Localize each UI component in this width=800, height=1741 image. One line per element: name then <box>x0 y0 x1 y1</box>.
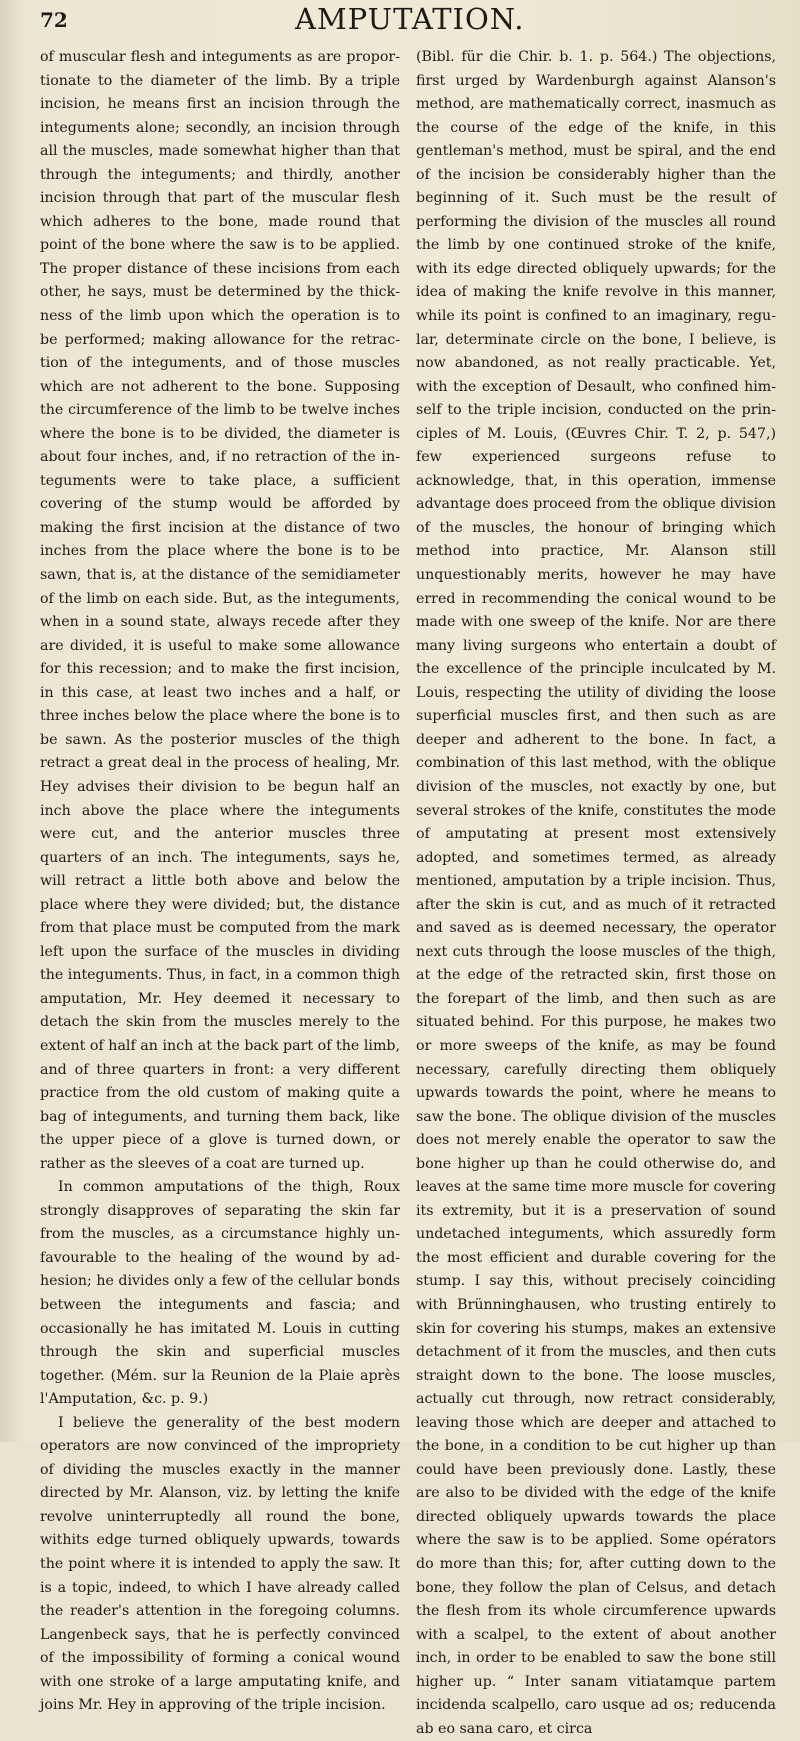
text-columns <box>40 46 800 1741</box>
page-number: 72 <box>40 8 68 32</box>
running-title: AMPUTATION. <box>295 2 525 36</box>
left-paragraph-2: In common amputations of the thigh, Roux strongly disapproves of separating the skin far from the muscles, as a circumstance highly unfavourable to the healing of the wound by adhesion; he divides only a few of the cellular bonds between the integuments and fascia; and occasionally he has imitated M. Louis in cutting through the skin and superficial muscles together. (Mém. sur la Reunion de la Plaie après l'Amputation, &c. p. 9.) <box>40 1179 400 1408</box>
left-paragraph-3: I believe the generality of the best modern operators are now convinced of the impropriety of dividing the muscles exactly in the manner directed by Mr. Alanson, viz. by letting the knife revolve uninterruptedly all round the bone, withits edge turned obliquely upwards, towards the point where it is intended to apply the saw. It is a topic, indeed, to which I have already called the reader's attention in the foregoing columns. Langenbeck says, that he is perfectly convinced of the impossibility of forming a conical wound with one stroke of a large amputating knife, and joins Mr. Hey in approving of the triple incision. <box>40 1414 400 1714</box>
left-paragraph-1: of muscular flesh and integuments as are proportionate to the diameter of the limb. By a triple incision, he means first an incision through the integuments alone; secondly, an incision through all the muscles, made somewhat higher than that through the integuments; and thirdly, another incision through that part of the muscular flesh which adheres to the bone, made round that point of the bone where the saw is to be applied. The proper distance of these incisions from each other, he says, must be determined by the thickness of the limb upon which the operation is to be performed; making allowance for the retraction of the integuments, and of those muscles which are not adherent to the bone. Supposing the circumference of the limb to be twelve inches where the bone is to be divided, the diameter is about four inches, and, if no retraction of the integuments were to take place, a sufficient covering of the stump would be afforded by making the first incision at the distance of two inches from the place where the bone is to be sawn, that is, at the distance of the semidiameter of the limb on each side. But, as the integuments, when in a sound state, always recede after they are divided, it is useful to make some allowance for this recession; and to make the first incision, in this case, at least two inches and a half, or three inches below the place where the bone is to be sawn. As the posterior muscles of the thigh retract a great deal in the process of healing, Mr. Hey advises their division to be begun half an inch above the place where the integuments were cut, and the anterior muscles three quarters of an inch. The integuments, says he, will retract a little both above and below the place where they were divided; but, the distance from that place must be computed from the mark left upon the surface of the muscles in dividing the integuments. Thus, in fact, in a common thigh amputation, Mr. Hey deemed it necessary to detach the skin from the muscles merely to the extent of half an inch at the back part of the limb, and of three quarters in front: a very different practice from the old custom of making quite a bag of integuments, and turning them back, like the upper piece of a glove is turned down, or rather as the sleeves of a coat are turned up. <box>40 49 400 1172</box>
page-header <box>40 2 800 42</box>
left-column <box>40 46 400 1741</box>
right-column <box>416 46 776 1741</box>
right-paragraph-1: (Bibl. für die Chir. b. 1. p. 564.) The objections, first urged by Wardenburgh against Alanson's method, are mathematically correct, inasmuch as the course of the edge of the knife, in this gentleman's method, must be spiral, and the end of the incision be considerably higher than the beginning of it. Such must be the result of performing the division of the muscles all round the limb by one continued stroke of the knife, with its edge directed obliquely upwards; for the idea of making the knife revolve in this manner, while its point is confined to an imaginary, regular, determinate circle on the bone, I believe, is now abandoned, as not really practicable. Yet, with the exception of Desault, who confined himself to the triple incision, conducted on the principles of M. Louis, (Œuvres Chir. T. 2, p. 547,) few experienced surgeons refuse to acknowledge, that, in this operation, immense advantage does proceed from the oblique division of the muscles, the honour of bringing which method into practice, Mr. Alanson still unquestionably merits, however he may have erred in recommending the conical wound to be made with one sweep of the knife. Nor are there many living surgeons who entertain a doubt of the excellence of the principle inculcated by M. Louis, respecting the utility of dividing the loose superficial muscles first, and then such as are deeper and adherent to the bone. In fact, a combination of this last method, with the oblique division of the muscles, not exactly by one, but several strokes of the knife, constitutes the mode of amputating at present most extensively adopted, and sometimes termed, as already mentioned, amputation by a triple incision. Thus, after the skin is cut, and as much of it retracted and saved as is deemed necessary, the operator next cuts through the loose muscles of the thigh, at the edge of the retracted skin, first those on the forepart of the limb, and then such as are situated behind. For this purpose, he makes two or more sweeps of the knife, as may be found necessary, carefully directing them obliquely upwards towards the point, where he means to saw the bone. The oblique division of the muscles does not merely enable the operator to saw the bone higher up than he could otherwise do, and leaves at the same time more muscle for covering its extremity, but it is a preservation of sound undetached integuments, which assuredly form the most efficient and durable covering for the stump. I say this, without precisely coinciding with Brünninghausen, who trusting entirely to skin for covering his stumps, makes an extensive detachment of it from the muscles, and then cuts straight down to the bone. The loose muscles, actually cut through, now retract considerably, leaving those which are deeper and attached to the bone, in a condition to be cut higher up than could have been previously done. Lastly, these are also to be divided with the edge of the knife directed obliquely upwards towards the place where the saw is to be applied. Some opérators do more than this; for, after cutting down to the bone, they follow the plan of Celsus, and detach the flesh from its whole circumference upwards with a scalpel, to the extent of about another inch, in order to be enabled to saw the bone still higher up. “ Inter sanam vitiatamque partem incidenda scalpello, caro usque ad os; reducenda ab eo sana caro, et circa <box>416 49 776 1737</box>
